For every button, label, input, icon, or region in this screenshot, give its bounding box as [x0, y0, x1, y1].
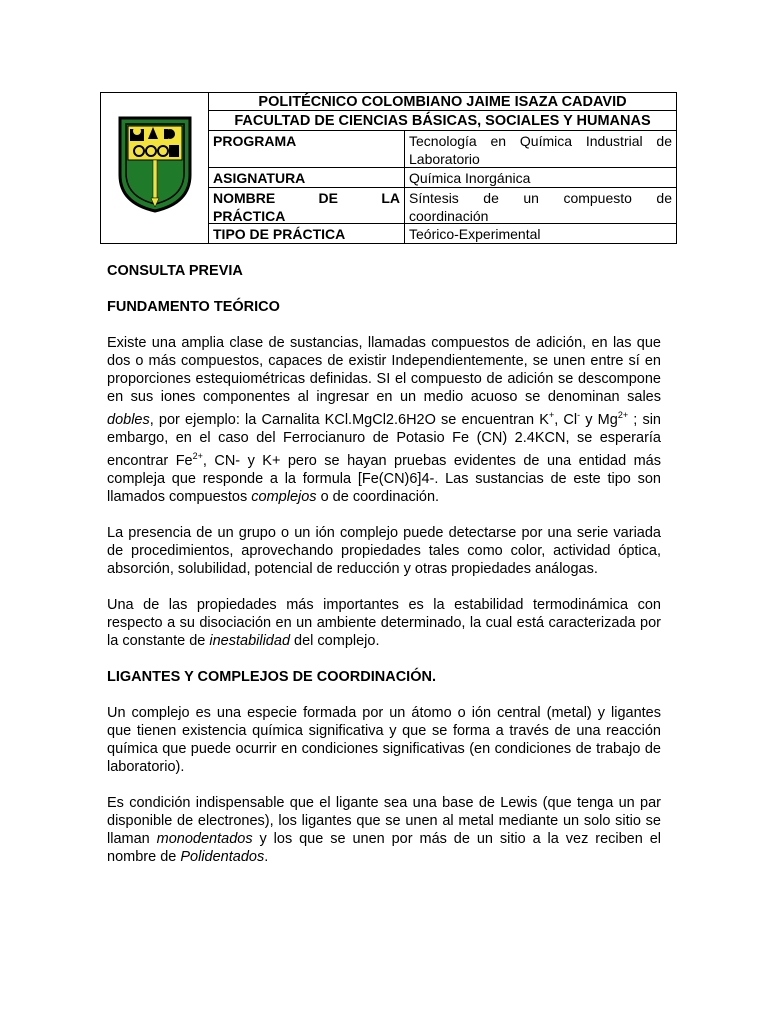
term-polidentados: Polidentados [180, 848, 265, 865]
paragraph-complejo-definicion: Un complejo es una especie formada por un átomo o ión central (metal) y ligantes que tienen existencia química significativa y que se forma a través de una reacción química que puede ocurrir en condiciones significativas (en condiciones de trabajo de laboratorio). [107, 704, 661, 775]
paragraph-base-lewis: Es condición indispensable que el ligante sea una base de Lewis (que tenga un par disponible de electrones), los ligantes que se unen al metal mediante un solo sitio se llaman monodentados y los que se unen por más de un sitio a la vez reciben el nombre de Polidentados. [107, 794, 661, 865]
programa-value-line2: Laboratorio [409, 151, 480, 167]
term-complejos: complejos [251, 488, 317, 505]
faculty-name: FACULTAD DE CIENCIAS BÁSICAS, SOCIALES Y HUMANAS [234, 113, 651, 129]
programa-row [209, 131, 676, 168]
logo-cell [101, 93, 209, 243]
header-table [100, 92, 677, 244]
nombre-practica-label-line2: PRÁCTICA [213, 208, 286, 224]
faculty-row [209, 111, 676, 131]
paragraph-ion-complejo: La presencia de un grupo o un ión complejo puede detectarse por una serie variada de procedimientos, aprovechando propiedades tales como color, actividad óptica, absorción, solubilidad, potencial de reducción y otras propiedades análogas. [107, 524, 661, 577]
programa-label: PROGRAMA [209, 131, 405, 167]
tipo-practica-label: TIPO DE PRÁCTICA [209, 224, 405, 243]
asignatura-value: Química Inorgánica [409, 170, 531, 186]
nombre-practica-value-line1: Síntesis de un compuesto de [409, 190, 672, 206]
term-monodentados: monodentados [156, 830, 253, 847]
heading-ligantes: LIGANTES Y COMPLEJOS DE COORDINACIÓN. [107, 668, 436, 685]
paragraph-compuestos-adicion: Existe una amplia clase de sustancias, llamadas compuestos de adición, en las que dos o más compuestos, capaces de existir Independientemente, se unen entre sí en proporciones estequiométricas definidas. SI el compuesto de adición se descompone en sus iones componentes al ingresar en un medio acuoso se denominan sales dobles, por ejemplo: la Carnalita KCl.MgCl2.6H2O se encuentran K+, Cl- y $Mg^{2+}$ ; sin embargo, en el caso del Ferrocianuro de Potasio Fe (CN) 2.4KCN, se esperaría encontrar $Fe^{2+}$, CN- y K+ pero se hayan pruebas evidentes de una entidad más compleja que responde a la formula [Fe(CN)6]4-. Las sustancias de este tipo son llamados compuestos complejos o de coordinación. [107, 335, 661, 505]
asignatura-label: ASIGNATURA [209, 168, 405, 187]
nombre-practica-label-line1: NOMBRE DE LA [213, 190, 400, 206]
asignatura-row [209, 168, 676, 188]
heading-fundamento-teorico: FUNDAMENTO TEÓRICO [107, 299, 280, 315]
tipo-practica-row [209, 224, 676, 243]
nombre-practica-value [405, 188, 676, 223]
term-dobles: dobles [107, 411, 150, 428]
university-shield-logo [117, 115, 193, 213]
programa-value-line1: Tecnología en Química Industrial de [409, 133, 672, 149]
heading-consulta-previa: CONSULTA PREVIA [107, 263, 243, 279]
document-body [107, 262, 661, 866]
institution-row [209, 93, 676, 111]
tipo-practica-value: Teórico-Experimental [409, 226, 541, 242]
paragraph-estabilidad: Una de las propiedades más importantes es la estabilidad termodinámica con respecto a su disociación en un ambiente determinado, la cual está caracterizada por la constante de inestabilidad del complejo. [107, 596, 661, 649]
institution-name: POLITÉCNICO COLOMBIANO JAIME ISAZA CADAVID [258, 94, 627, 110]
term-inestabilidad: inestabilidad [209, 632, 291, 649]
nombre-practica-value-line2: coordinación [409, 208, 489, 224]
nombre-practica-row [209, 188, 676, 224]
nombre-practica-label [209, 188, 405, 223]
programa-value [405, 131, 676, 167]
